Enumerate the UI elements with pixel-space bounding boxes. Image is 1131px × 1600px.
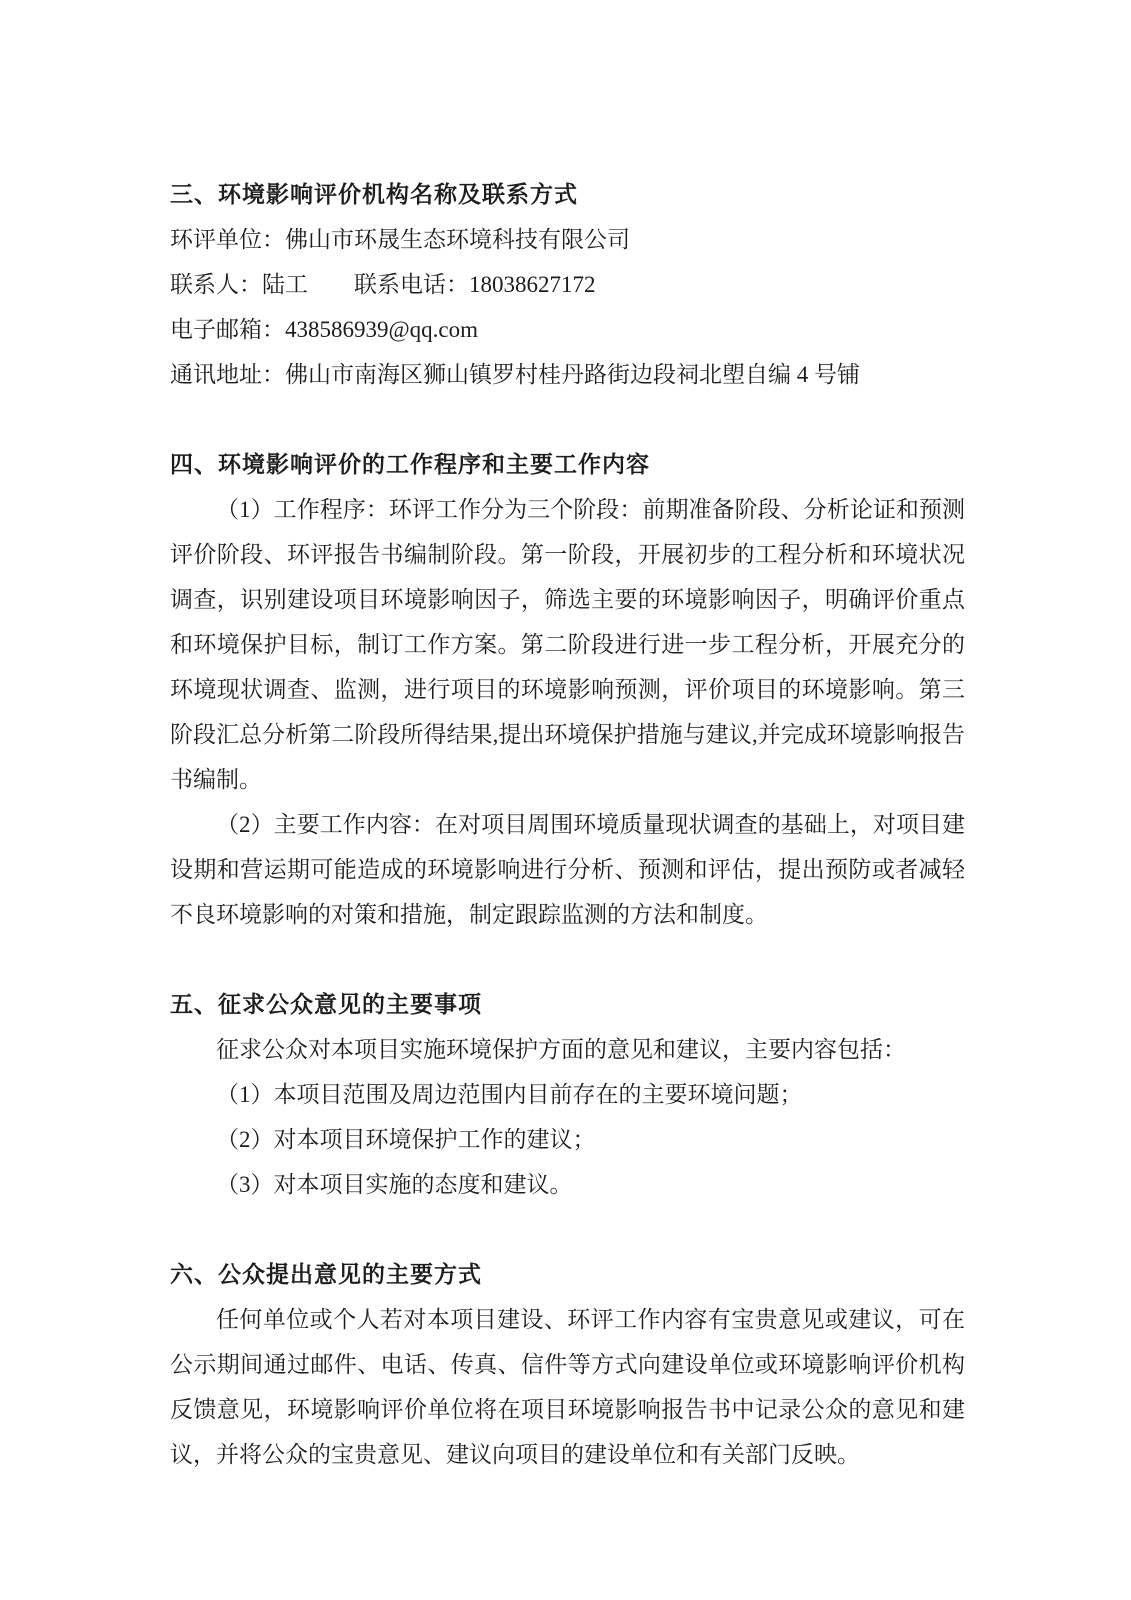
section-agency-contact — [170, 172, 965, 397]
section-public-opinion-items — [170, 982, 965, 1207]
paragraph-work-procedure-2: （2）主要工作内容：在对项目周围环境质量现状调查的基础上，对项目建设期和营运期可能造成的环境影响进行分析、预测和评估，提出预防或者减轻不良环境影响的对策和措施，制定跟踪监测的方法和制度。 — [170, 812, 965, 927]
list-item-opinion-1: （1）本项目范围及周边范围内目前存在的主要环境问题； — [216, 1082, 803, 1107]
section-work-procedure — [170, 442, 965, 937]
contact-line-person-phone: 联系人：陆工 联系电话：18038627172 — [170, 272, 596, 297]
contact-line-address: 通讯地址：佛山市南海区狮山镇罗村桂丹路街边段祠北塱自编 4 号铺 — [170, 362, 860, 387]
paragraph-feedback-methods: 任何单位或个人若对本项目建设、环评工作内容有宝贵意见或建议，可在公示期间通过邮件、电话、传真、信件等方式向建设单位或环境影响评价机构反馈意见，环境影响评价单位将在项目环境影响报告书中记录公众的意见和建议，并将公众的宝贵意见、建议向项目的建设单位和有关部门反映。 — [170, 1307, 965, 1467]
paragraph-public-opinion-intro: 征求公众对本项目实施环境保护方面的意见和建议，主要内容包括： — [216, 1037, 906, 1062]
section-heading-work-procedure: 四、环境影响评价的工作程序和主要工作内容 — [170, 451, 650, 477]
paragraph-work-procedure-1: （1）工作程序：环评工作分为三个阶段：前期准备阶段、分析论证和预测评价阶段、环评报告书编制阶段。第一阶段，开展初步的工程分析和环境状况调查，识别建设项目环境影响因子，筛选主要的环境影响因子，明确评价重点和环境保护目标，制订工作方案。第二阶段进行进一步工程分析，开展充分的环境现状调查、监测，进行项目的环境影响预测，评价项目的环境影响。第三阶段汇总分析第二阶段所得结果,提出环境保护措施与建议,并完成环境影响报告书编制。 — [170, 497, 965, 792]
section-feedback-methods — [170, 1252, 965, 1477]
list-item-opinion-2: （2）对本项目环境保护工作的建议； — [216, 1127, 596, 1152]
section-heading-public-opinion: 五、征求公众意见的主要事项 — [170, 991, 482, 1017]
section-heading-agency-contact: 三、环境影响评价机构名称及联系方式 — [170, 181, 578, 207]
list-item-opinion-3: （3）对本项目实施的态度和建议。 — [216, 1172, 573, 1197]
contact-line-email: 电子邮箱：438586939@qq.com — [170, 317, 479, 342]
section-heading-feedback-methods: 六、公众提出意见的主要方式 — [170, 1261, 482, 1287]
contact-line-eia-unit: 环评单位：佛山市环晟生态环境科技有限公司 — [170, 227, 630, 252]
